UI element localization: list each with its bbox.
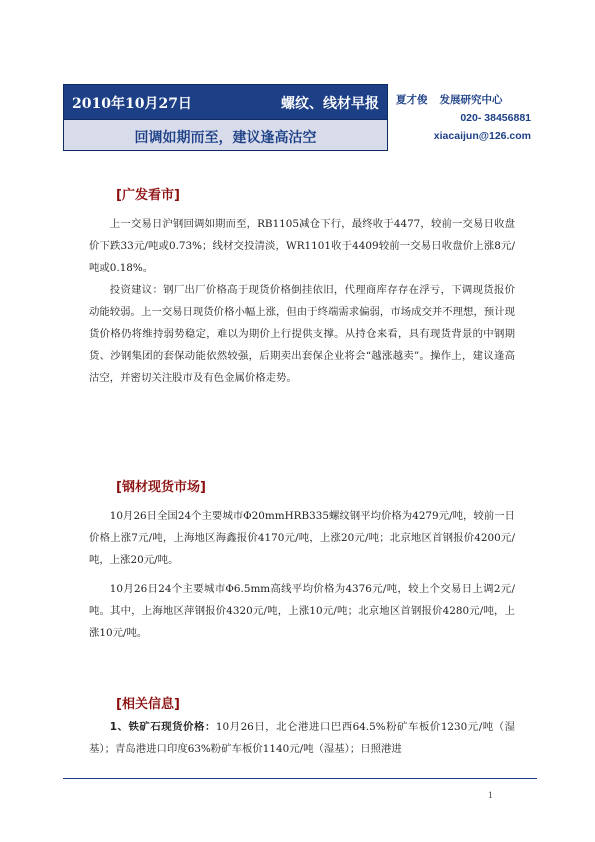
- section-title-related-info: [相关信息]: [116, 697, 180, 712]
- author-line: [396, 92, 503, 107]
- header-subtitle-bar: [63, 120, 388, 151]
- page-number: 1: [488, 790, 493, 800]
- author-info: [388, 84, 537, 151]
- author-name: 夏才俊: [396, 94, 428, 106]
- department-name: 发展研究中心: [439, 94, 503, 106]
- author-email[interactable]: xiacaijun@126.com: [433, 130, 531, 142]
- footer-divider: [63, 778, 537, 779]
- report-date: 2010年10月27日: [72, 96, 192, 112]
- section-title-market-view: [广发看市]: [116, 188, 180, 203]
- author-phone: 020- 38456881: [460, 112, 531, 124]
- section-title-spot-market: [钢材现货市场]: [116, 480, 206, 495]
- related-info-item-label: 1、铁矿石现货价格：: [109, 721, 216, 733]
- market-view-paragraph-2: 投资建议：钢厂出厂价格高于现货价格倒挂依旧，代理商库存存在浮亏，下调现货报价动能较弱。上一交易日现货价格小幅上涨，但由于终端需求偏弱，市场成交并不理想，预计现货价格仍将维持弱势稳定，难以为期价上行提供支撑。从持仓来看，具有现货背景的中钢期货、沙钢集团的套保动能依然较强，后期卖出套保企业将会“越涨越卖”。操作上，建议逢高沽空，并密切关注股市及有色金属价格走势。: [89, 284, 516, 384]
- related-info-item-text: 10月26日，北仑港进口巴西64.5%粉矿车板价1230元/吨（湿基）；青岛港进口印度63%粉矿车板价1140元/吨（湿基）；日照港进: [89, 721, 515, 755]
- report-subtitle: 回调如期而至，建议逢高沽空: [134, 130, 317, 146]
- header-banner: [63, 84, 388, 120]
- report-title: 螺纹、线材早报: [281, 96, 379, 112]
- spot-market-paragraph-2: 10月26日24个主要城市Φ6.5mm高线平均价格为4376元/吨，较上个交易日上调2元/吨。其中，上海地区萍钢报价4320元/吨，上涨10元/吨；北京地区首钢报价4280元/吨，上涨10元/吨。: [89, 583, 515, 639]
- related-info-item-1: [89, 716, 515, 760]
- market-view-paragraph-1: 上一交易日沪钢回调如期而至，RB1105减仓下行，最终收于4477，较前一交易日收盘价下跌33元/吨或0.73%；线材交投清淡，WR1101收于4409较前一交易日收盘价上涨8元/吨或0.18%。: [89, 218, 515, 274]
- report-header: [63, 84, 537, 151]
- spot-market-paragraph-1: 10月26日全国24个主要城市Φ20mmHRB335螺纹钢平均价格为4279元/吨，较前一日价格上涨7元/吨，上海地区海鑫报价4170元/吨，上涨20元/吨；北京地区首钢报价4200元/吨，上涨20元/吨。: [89, 510, 515, 566]
